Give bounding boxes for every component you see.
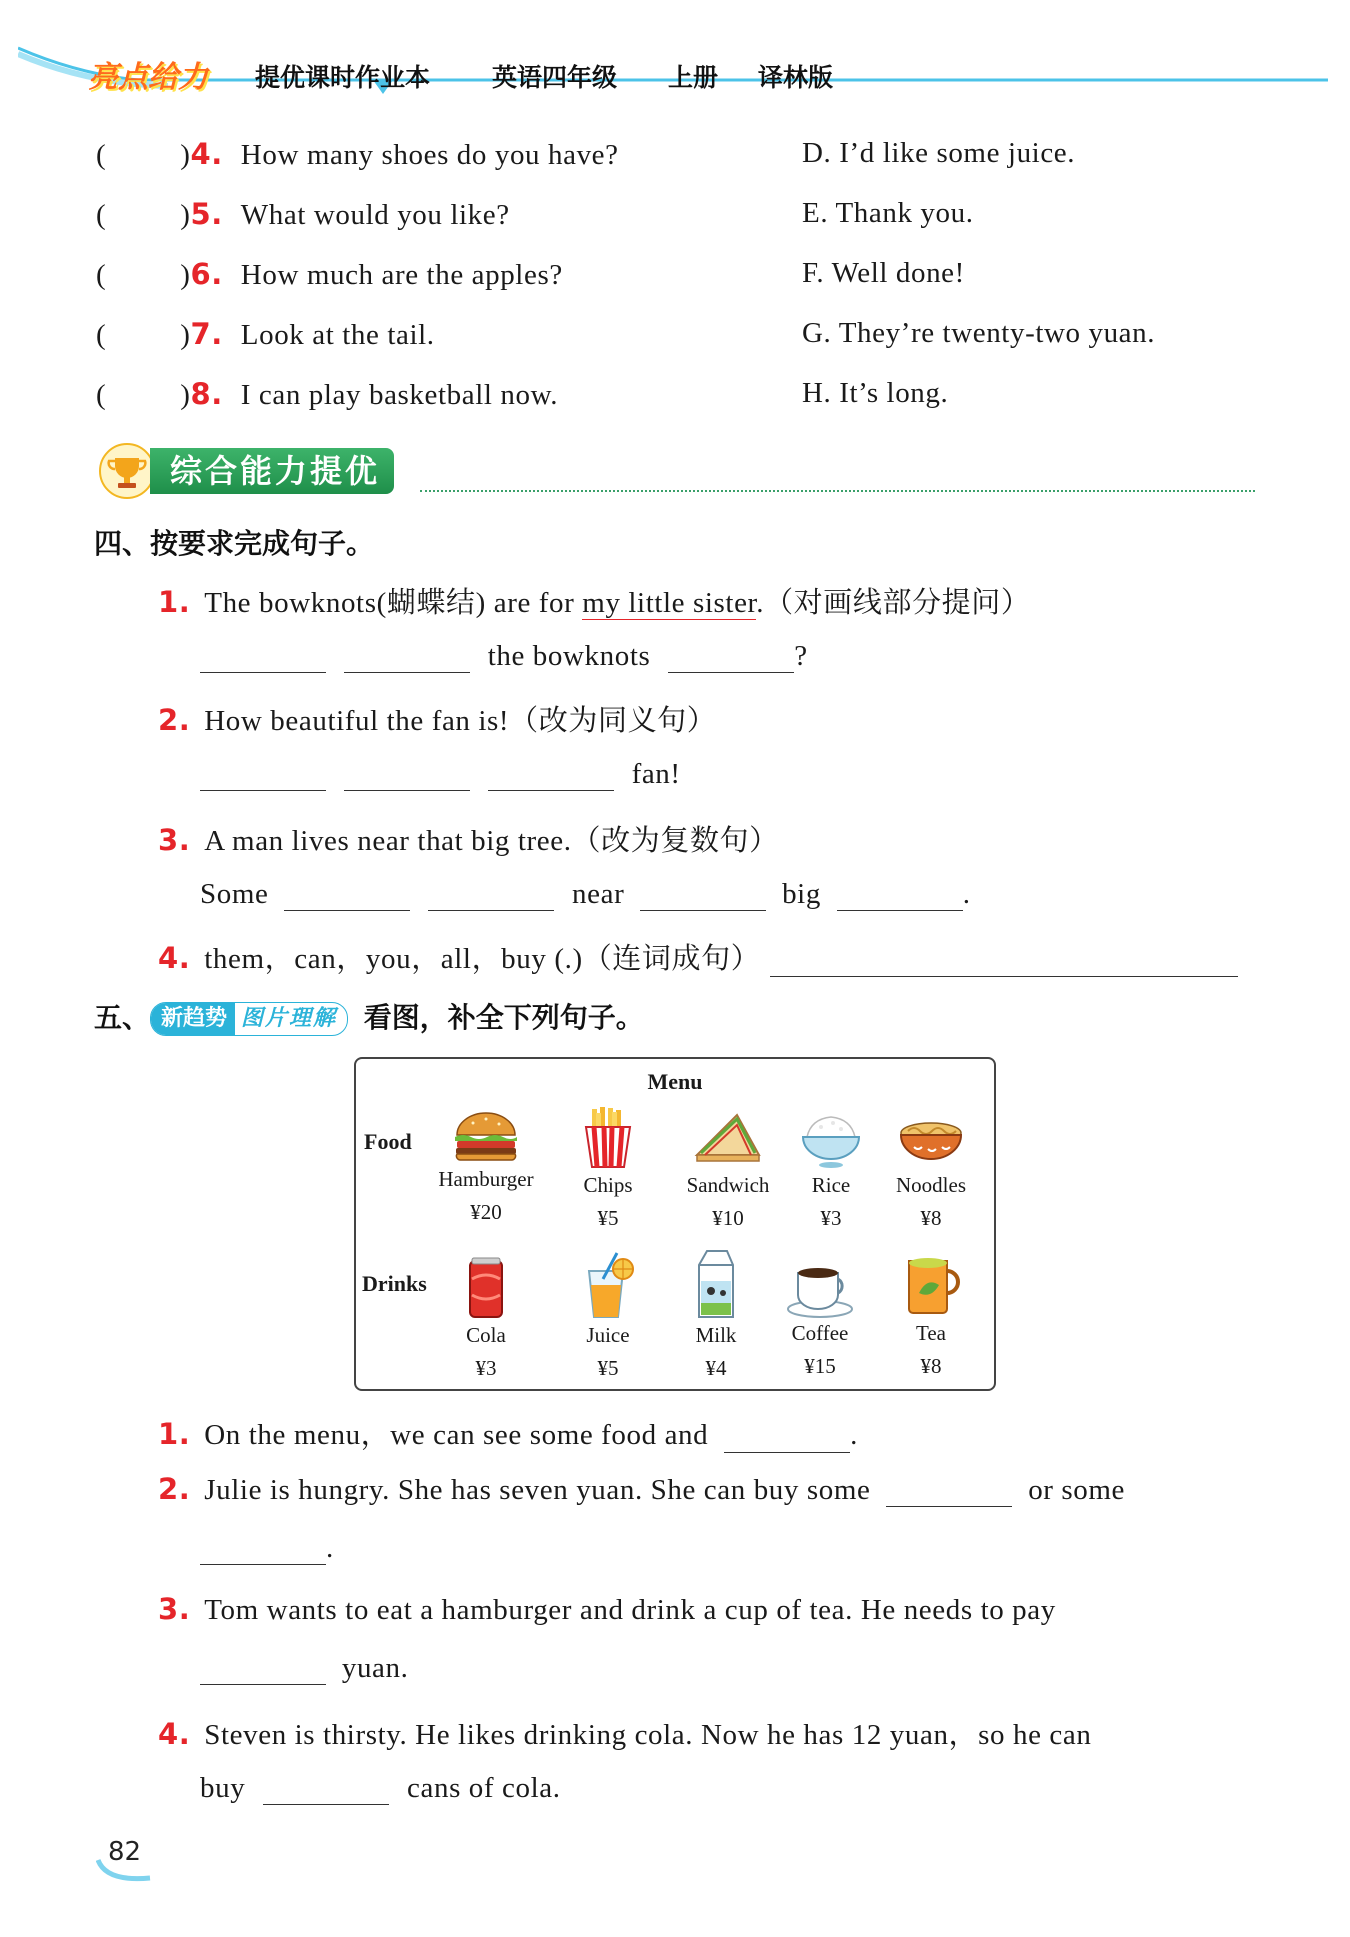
menu-item-chips bbox=[548, 1105, 668, 1231]
match-question-7: ( )7. Look at the tail. bbox=[96, 317, 435, 351]
menu-title: Menu bbox=[647, 1069, 703, 1094]
header-edition: 译林版 bbox=[758, 63, 834, 92]
menu-item-hamburger bbox=[426, 1109, 546, 1225]
menu-item-name: Tea bbox=[915, 1321, 946, 1345]
menu-item-price: ¥4 bbox=[705, 1356, 727, 1380]
milk-icon bbox=[689, 1247, 743, 1321]
brand-logo: 亮点给力 bbox=[88, 60, 208, 95]
match-answer-h: H. It’s long. bbox=[802, 377, 949, 409]
answer-blank[interactable] bbox=[284, 884, 410, 911]
answer-blank[interactable] bbox=[200, 1658, 326, 1685]
rice-icon bbox=[797, 1109, 865, 1171]
menu-item-price: ¥8 bbox=[920, 1206, 942, 1230]
answer-blank[interactable] bbox=[200, 764, 326, 791]
menu-item-juice bbox=[548, 1249, 668, 1381]
part4-heading: 四、按要求完成句子。 bbox=[94, 527, 375, 560]
menu-item-sandwich bbox=[668, 1109, 788, 1231]
menu-item-price: ¥10 bbox=[712, 1206, 744, 1230]
part4-question-2: 2. How beautiful the fan is!（改为同义句） bbox=[158, 703, 717, 737]
page-number: 82 bbox=[108, 1837, 142, 1867]
menu-item-cola bbox=[426, 1255, 546, 1381]
menu-item-price: ¥3 bbox=[820, 1206, 842, 1230]
menu-item-name: Rice bbox=[811, 1173, 851, 1197]
menu-item-name: Sandwich bbox=[686, 1173, 770, 1197]
match-answer-e: E. Thank you. bbox=[802, 197, 974, 229]
drinks-label: Drinks bbox=[362, 1271, 427, 1296]
menu-item-name: Milk bbox=[695, 1323, 737, 1347]
answer-blank[interactable] bbox=[263, 1778, 389, 1805]
match-question-8: ( )8. I can play basketball now. bbox=[96, 377, 559, 411]
answer-blank[interactable] bbox=[344, 764, 470, 791]
part4-answer-1: the bowknots ? bbox=[200, 640, 808, 673]
menu-item-price: ¥15 bbox=[804, 1354, 836, 1378]
answer-blank[interactable] bbox=[640, 884, 766, 911]
menu-item-name: Hamburger bbox=[438, 1167, 534, 1191]
answer-blank[interactable] bbox=[770, 950, 1238, 977]
answer-blank[interactable] bbox=[200, 646, 326, 673]
menu-item-tea bbox=[871, 1253, 991, 1379]
match-answer-d: D. I’d like some juice. bbox=[802, 137, 1076, 169]
answer-blank[interactable] bbox=[200, 1538, 326, 1565]
menu-item-price: ¥5 bbox=[597, 1206, 619, 1230]
part4-answer-2: fan! bbox=[200, 758, 681, 791]
header-grade: 英语四年级 bbox=[492, 63, 618, 92]
part5-question-2-cont: . bbox=[200, 1532, 334, 1565]
answer-blank[interactable] bbox=[724, 1426, 850, 1453]
menu-item-name: Chips bbox=[583, 1173, 633, 1197]
sandwich-icon bbox=[693, 1109, 763, 1171]
cola-icon bbox=[464, 1255, 508, 1321]
answer-blank[interactable] bbox=[837, 884, 963, 911]
part5-heading: 五、 新趋势 图片理解 看图，补全下列句子。 bbox=[94, 1001, 644, 1034]
part5-question-1: 1. On the menu，we can see some food and . bbox=[158, 1417, 858, 1451]
menu-item-name: Noodles bbox=[896, 1173, 966, 1197]
header-volume: 上册 bbox=[668, 63, 719, 92]
menu-item-price: ¥5 bbox=[597, 1356, 619, 1380]
part4-question-1: 1. The bowknots(蝴蝶结) are for my little sister.（对画线部分提问） bbox=[158, 585, 1031, 619]
part4-question-3: 3. A man lives near that big tree.（改为复数句） bbox=[158, 823, 779, 857]
answer-blank[interactable] bbox=[886, 1480, 1012, 1507]
trend-tag: 新趋势 图片理解 bbox=[150, 1002, 348, 1036]
menu-item-coffee bbox=[760, 1257, 880, 1379]
juice-icon bbox=[579, 1249, 637, 1321]
menu-item-price: ¥3 bbox=[475, 1356, 497, 1380]
menu-item-name: Cola bbox=[466, 1323, 506, 1347]
answer-blank[interactable] bbox=[488, 764, 614, 791]
noodles-icon bbox=[896, 1113, 966, 1171]
menu-item-milk bbox=[656, 1247, 776, 1381]
hamburger-icon bbox=[451, 1109, 521, 1165]
chips-icon bbox=[578, 1105, 638, 1171]
part5-question-3-cont: yuan. bbox=[200, 1652, 408, 1685]
part5-question-4-cont: buy cans of cola. bbox=[200, 1772, 561, 1804]
menu-item-name: Juice bbox=[586, 1323, 630, 1347]
answer-blank[interactable] bbox=[344, 646, 470, 673]
section-banner: 综合能力提优 bbox=[150, 448, 394, 494]
header-subtitle: 提优课时作业本 bbox=[255, 63, 431, 92]
answer-blank[interactable] bbox=[668, 646, 794, 673]
food-label: Food bbox=[364, 1129, 412, 1154]
match-question-4: ( )4. How many shoes do you have? bbox=[96, 137, 619, 171]
answer-blank[interactable] bbox=[428, 884, 554, 911]
part5-question-3: 3. Tom wants to eat a hamburger and drink a cup of tea. He needs to pay bbox=[158, 1592, 1056, 1626]
match-answer-g: G. They’re twenty-two yuan. bbox=[802, 317, 1156, 349]
menu-card bbox=[354, 1057, 996, 1391]
match-question-5: ( )5. What would you like? bbox=[96, 197, 510, 231]
part4-answer-3: Some near big . bbox=[200, 878, 971, 910]
match-answer-f: F. Well done! bbox=[802, 257, 965, 289]
coffee-icon bbox=[784, 1257, 856, 1319]
part5-question-4: 4. Steven is thirsty. He likes drinking cola. Now he has 12 yuan，so he can bbox=[158, 1717, 1092, 1751]
menu-item-price: ¥20 bbox=[470, 1200, 502, 1224]
section-divider bbox=[420, 490, 1255, 492]
menu-item-noodles bbox=[871, 1113, 991, 1231]
menu-item-price: ¥8 bbox=[920, 1354, 942, 1378]
tea-icon bbox=[901, 1253, 961, 1319]
part4-question-4: 4. them，can，you，all，buy (.)（连词成句） bbox=[158, 936, 1238, 977]
part5-question-2: 2. Julie is hungry. She has seven yuan. She can buy some or some bbox=[158, 1472, 1126, 1506]
menu-item-name: Coffee bbox=[791, 1321, 849, 1345]
match-question-6: ( )6. How much are the apples? bbox=[96, 257, 563, 291]
